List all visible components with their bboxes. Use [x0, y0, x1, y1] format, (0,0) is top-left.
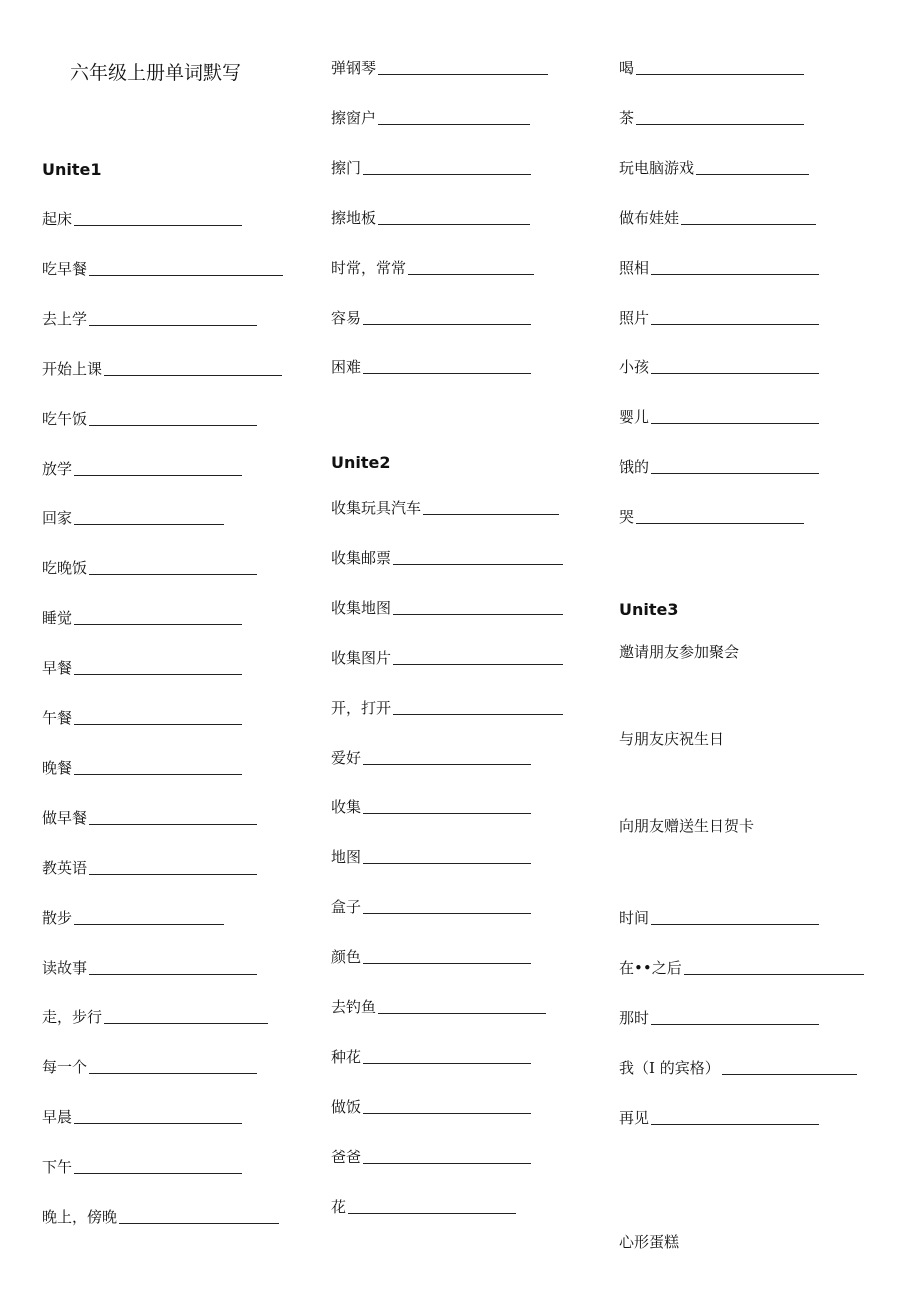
answer-blank-line[interactable]	[651, 472, 819, 474]
answer-blank-line[interactable]	[651, 323, 819, 325]
answer-blank-line[interactable]	[651, 422, 819, 424]
word-item	[331, 1146, 531, 1167]
word-label: 每一个	[42, 1058, 88, 1077]
answer-blank-line[interactable]	[89, 424, 257, 426]
word-item	[619, 1057, 857, 1078]
word-item	[619, 57, 804, 78]
word-label: 时常，常常	[331, 258, 407, 277]
word-item	[331, 697, 563, 718]
word-item	[331, 307, 531, 328]
answer-blank-line[interactable]	[636, 73, 804, 75]
answer-blank-line[interactable]	[89, 274, 283, 276]
word-item	[42, 657, 242, 678]
answer-blank-line[interactable]	[378, 123, 530, 125]
word-label: 困难	[331, 358, 362, 377]
answer-blank-line[interactable]	[104, 1022, 268, 1024]
word-label: 照相	[619, 258, 650, 277]
answer-blank-line[interactable]	[89, 873, 257, 875]
answer-blank-line[interactable]	[696, 173, 809, 175]
word-label: 收集地图	[331, 598, 392, 617]
answer-blank-line[interactable]	[363, 173, 531, 175]
word-item	[42, 208, 242, 229]
word-item	[42, 707, 242, 728]
answer-blank-line[interactable]	[74, 673, 242, 675]
word-label: 饿的	[619, 458, 650, 477]
word-item	[331, 946, 531, 967]
word-label: 做饭	[331, 1097, 362, 1116]
answer-blank-line[interactable]	[651, 1023, 819, 1025]
answer-blank-line[interactable]	[684, 973, 864, 975]
answer-blank-line[interactable]	[363, 812, 531, 814]
word-label: 收集	[331, 798, 362, 817]
word-label: 起床	[42, 210, 73, 228]
word-label: 睡觉	[42, 609, 73, 628]
word-item	[331, 597, 563, 618]
word-label: 早餐	[42, 659, 73, 678]
phrase-item	[619, 815, 754, 836]
word-item	[331, 57, 548, 78]
word-label: 擦窗户	[331, 108, 377, 127]
word-label: 下午	[42, 1158, 73, 1177]
answer-blank-line[interactable]	[363, 962, 531, 964]
word-label: 吃午饭	[42, 409, 88, 428]
word-label: 收集邮票	[331, 548, 392, 567]
word-label: 读故事	[42, 958, 88, 977]
answer-blank-line[interactable]	[89, 573, 257, 575]
word-item	[331, 1196, 516, 1217]
word-item	[42, 358, 282, 379]
word-item	[331, 1046, 531, 1067]
word-item	[331, 107, 530, 128]
word-item	[42, 1056, 257, 1077]
answer-blank-line[interactable]	[363, 323, 531, 325]
answer-blank-line[interactable]	[74, 723, 242, 725]
word-item	[42, 957, 257, 978]
word-label: 去钓鱼	[331, 998, 377, 1016]
answer-blank-line[interactable]	[74, 523, 224, 525]
word-label: 小孩	[619, 358, 650, 377]
word-item	[331, 747, 531, 768]
word-label: 做早餐	[42, 808, 88, 827]
word-label: 时间	[619, 909, 650, 927]
answer-blank-line[interactable]	[348, 1212, 516, 1214]
answer-blank-line[interactable]	[74, 1122, 242, 1124]
word-label: 收集图片	[331, 648, 392, 667]
word-label: 在••之后	[619, 958, 682, 977]
word-label: 弹钢琴	[331, 59, 377, 77]
answer-blank-line[interactable]	[363, 1162, 531, 1164]
answer-blank-line[interactable]	[722, 1073, 857, 1075]
word-label: 茶	[619, 108, 635, 127]
word-label: 做布娃娃	[619, 208, 680, 227]
word-label: 向朋友赠送生日贺卡	[619, 817, 755, 835]
word-item	[42, 907, 224, 928]
word-item	[331, 257, 534, 278]
word-label: 再见	[619, 1108, 650, 1127]
word-item	[619, 307, 819, 328]
answer-blank-line[interactable]	[636, 522, 804, 524]
word-item	[619, 456, 819, 477]
answer-blank-line[interactable]	[119, 1222, 279, 1224]
answer-blank-line[interactable]	[74, 1172, 242, 1174]
word-item	[331, 207, 530, 228]
answer-blank-line[interactable]	[393, 563, 563, 565]
word-item	[42, 308, 257, 329]
word-item	[331, 356, 531, 377]
answer-blank-line[interactable]	[89, 823, 257, 825]
word-item	[619, 257, 819, 278]
word-label: 容易	[331, 308, 362, 327]
answer-blank-line[interactable]	[393, 613, 563, 615]
answer-blank-line[interactable]	[378, 223, 530, 225]
word-item	[331, 1096, 531, 1117]
word-item	[331, 996, 546, 1017]
word-label: 开始上课	[42, 359, 103, 378]
word-label: 哭	[619, 508, 635, 527]
word-item	[42, 807, 257, 828]
word-label: 颜色	[331, 948, 362, 967]
answer-blank-line[interactable]	[378, 73, 548, 75]
word-label: 邀请朋友参加聚会	[619, 643, 740, 661]
answer-blank-line[interactable]	[89, 1072, 257, 1074]
word-item	[42, 258, 283, 279]
word-label: 晚餐	[42, 758, 73, 777]
word-label: 喝	[619, 59, 635, 77]
word-item	[619, 907, 819, 928]
answer-blank-line[interactable]	[651, 372, 819, 374]
word-label: 那时	[619, 1008, 650, 1027]
word-label: 教英语	[42, 858, 88, 877]
word-item	[619, 1107, 819, 1128]
word-item	[42, 458, 242, 479]
answer-blank-line[interactable]	[651, 923, 819, 925]
word-item	[42, 507, 224, 528]
word-item	[42, 1006, 268, 1027]
answer-blank-line[interactable]	[74, 224, 242, 226]
word-item	[619, 356, 819, 377]
answer-blank-line[interactable]	[89, 973, 257, 975]
word-item	[331, 796, 531, 817]
word-item	[331, 497, 559, 518]
word-label: 花	[331, 1197, 347, 1216]
word-label: 回家	[42, 509, 73, 528]
word-label: 擦门	[331, 158, 362, 177]
answer-blank-line[interactable]	[681, 223, 816, 225]
answer-blank-line[interactable]	[89, 324, 257, 326]
answer-blank-line[interactable]	[363, 912, 531, 914]
word-label: 走，步行	[42, 1008, 103, 1027]
unit-3-heading: Unite3	[619, 600, 679, 619]
answer-blank-line[interactable]	[363, 1062, 531, 1064]
word-item	[42, 1106, 242, 1127]
answer-blank-line[interactable]	[378, 1012, 546, 1014]
word-label: 开，打开	[331, 698, 392, 717]
word-label: 早晨	[42, 1108, 73, 1127]
answer-blank-line[interactable]	[104, 374, 282, 376]
word-label: 地图	[331, 848, 362, 867]
word-label: 婴儿	[619, 408, 650, 427]
unit-1-heading: Unite1	[42, 160, 102, 179]
word-item	[619, 207, 816, 228]
phrase-item: 心形蛋糕	[619, 1233, 680, 1251]
word-label: 与朋友庆祝生日	[619, 730, 725, 748]
answer-blank-line[interactable]	[393, 713, 563, 715]
word-item	[619, 406, 819, 427]
answer-blank-line[interactable]	[363, 862, 531, 864]
unit-2-heading: Unite2	[331, 453, 391, 472]
word-item	[331, 846, 531, 867]
answer-blank-line[interactable]	[74, 623, 242, 625]
word-label: 擦地板	[331, 208, 377, 227]
answer-blank-line[interactable]	[393, 663, 563, 665]
word-item	[42, 1206, 279, 1227]
word-item	[619, 107, 804, 128]
word-item	[619, 157, 809, 178]
phrase-item	[619, 641, 739, 662]
word-label: 吃早餐	[42, 259, 88, 278]
answer-blank-line[interactable]	[651, 273, 819, 275]
answer-blank-line[interactable]	[363, 1112, 531, 1114]
word-item	[619, 506, 804, 527]
answer-blank-line[interactable]	[74, 773, 242, 775]
word-label: 收集玩具汽车	[331, 499, 422, 517]
page-title: 六年级上册单词默写	[70, 62, 242, 84]
word-item	[619, 957, 864, 978]
word-label: 盒子	[331, 898, 362, 917]
word-item	[42, 1156, 242, 1177]
word-label: 去上学	[42, 309, 88, 328]
word-item	[331, 896, 531, 917]
word-label: 我（I 的宾格）	[619, 1058, 720, 1077]
word-item	[331, 647, 563, 668]
word-label: 玩电脑游戏	[619, 158, 695, 177]
answer-blank-line[interactable]	[651, 1123, 819, 1125]
word-item	[331, 157, 531, 178]
answer-blank-line[interactable]	[423, 513, 559, 515]
answer-blank-line[interactable]	[363, 763, 531, 765]
answer-blank-line[interactable]	[408, 273, 534, 275]
word-label: 种花	[331, 1047, 362, 1066]
word-item	[42, 557, 257, 578]
word-label: 吃晚饭	[42, 559, 88, 578]
word-label: 爱好	[331, 748, 362, 767]
answer-blank-line[interactable]	[74, 923, 224, 925]
word-label: 晚上，傍晚	[42, 1208, 118, 1226]
word-item	[42, 607, 242, 628]
answer-blank-line[interactable]	[636, 123, 804, 125]
word-item	[619, 1007, 819, 1028]
word-item	[42, 408, 257, 429]
word-label: 爸爸	[331, 1147, 362, 1166]
word-item	[331, 547, 563, 568]
word-label: 午餐	[42, 709, 73, 727]
answer-blank-line[interactable]	[74, 474, 242, 476]
word-item	[42, 857, 257, 878]
word-item	[42, 757, 242, 778]
word-label: 散步	[42, 908, 73, 927]
answer-blank-line[interactable]	[363, 372, 531, 374]
word-label: 放学	[42, 459, 73, 478]
phrase-item	[619, 728, 724, 749]
word-label: 照片	[619, 308, 650, 327]
